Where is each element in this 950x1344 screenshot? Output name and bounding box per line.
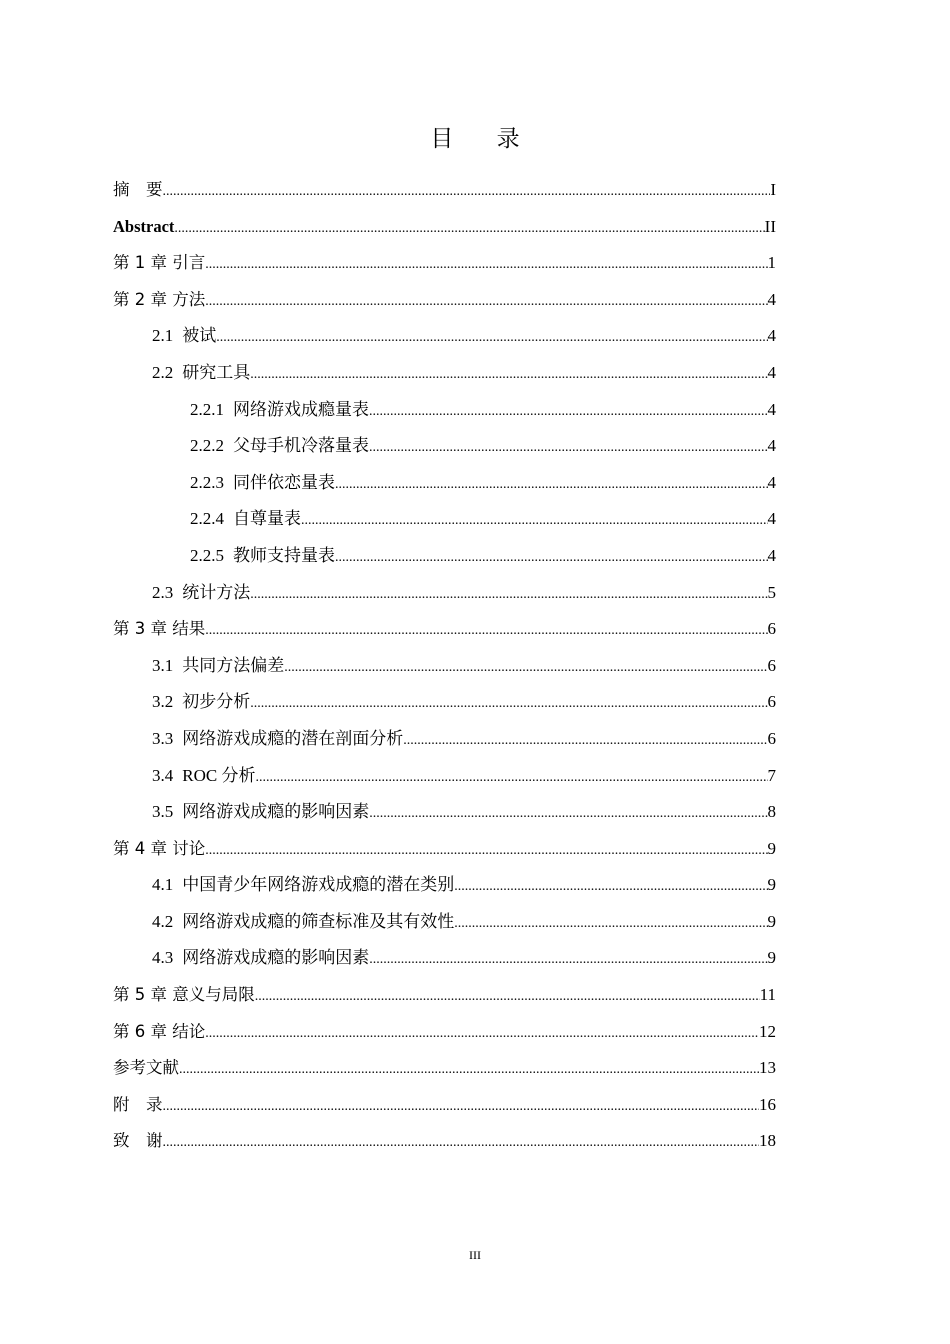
toc-entry-title: 摘 要	[113, 180, 163, 199]
toc-entry-section[interactable]	[113, 758, 776, 795]
toc-entry-number: 3.5	[152, 802, 174, 822]
toc-entry-number: 4.1	[152, 875, 174, 895]
toc-entry-appendix[interactable]	[113, 1087, 776, 1124]
toc-entry-number: 3.1	[152, 655, 174, 675]
toc-entry-title: 第 1 章 引言	[113, 253, 206, 273]
toc-entry-number: 3.4	[152, 765, 174, 785]
toc-entry-abstract-cn[interactable]	[113, 172, 776, 209]
toc-entry-title: 网络游戏成瘾的潜在剖面分析	[182, 728, 404, 748]
toc-entry-number: 2.2.3	[190, 472, 224, 492]
toc-entry-chapter-2[interactable]	[113, 282, 776, 319]
toc-entry-page: 4	[767, 545, 776, 565]
toc-entry-section[interactable]	[113, 867, 776, 904]
toc-entry-section[interactable]	[113, 355, 776, 392]
toc-entry-page: 9	[767, 838, 776, 858]
toc-entry-page: 4	[767, 399, 776, 419]
toc-entry-page: 8	[767, 802, 776, 822]
toc-entry-title: 共同方法偏差	[182, 655, 285, 675]
toc-entry-number: 3.3	[152, 728, 174, 748]
toc-entry-title: 中国青少年网络游戏成瘾的潜在类别	[182, 875, 455, 895]
toc-entry-subsection[interactable]	[113, 465, 776, 502]
toc-entry-title: 第 4 章 讨论	[113, 838, 206, 858]
toc-entry-title: 教师支持量表	[233, 545, 335, 565]
toc-entry-page: 6	[767, 655, 776, 675]
toc-entry-title: 自尊量表	[233, 509, 301, 529]
page-number-footer: III	[469, 1248, 481, 1262]
toc-entry-page: 16	[759, 1094, 776, 1114]
toc-leader	[301, 503, 768, 540]
toc-entry-page: 12	[759, 1021, 776, 1041]
toc-entry-page: 13	[759, 1058, 776, 1078]
table-of-contents	[113, 172, 776, 1160]
toc-leader	[163, 1089, 760, 1126]
toc-leader	[205, 833, 767, 870]
toc-entry-page: 4	[767, 509, 776, 529]
toc-entry-title: 网络游戏成瘾的影响因素	[182, 802, 370, 822]
toc-leader	[335, 467, 768, 504]
toc-leader	[250, 686, 767, 723]
toc-leader	[205, 1016, 759, 1053]
toc-leader	[369, 942, 767, 979]
toc-entry-page: 1	[767, 253, 776, 273]
toc-entry-title: 父母手机冷落量表	[233, 436, 369, 456]
toc-leader	[205, 247, 767, 284]
toc-leader	[205, 284, 767, 321]
toc-entry-subsection[interactable]	[113, 428, 776, 465]
toc-entry-number: 2.2.2	[190, 436, 224, 456]
toc-entry-title: 参考文献	[113, 1058, 179, 1078]
toc-entry-title: 统计方法	[182, 582, 251, 602]
toc-entry-number: 2.1	[152, 326, 174, 346]
toc-entry-references[interactable]	[113, 1050, 776, 1087]
toc-entry-section[interactable]	[113, 648, 776, 685]
toc-entry-title: 网络游戏成瘾量表	[233, 399, 369, 419]
toc-entry-title: 第 5 章 意义与局限	[113, 985, 255, 1005]
toc-entry-section[interactable]	[113, 794, 776, 831]
toc-entry-section[interactable]	[113, 684, 776, 721]
toc-entry-title: 研究工具	[182, 362, 251, 382]
toc-leader	[403, 723, 767, 760]
toc-entry-acknowledgements[interactable]	[113, 1123, 776, 1160]
toc-leader	[454, 906, 767, 943]
toc-leader	[369, 394, 768, 431]
toc-entry-title: 同伴依恋量表	[233, 472, 335, 492]
toc-entry-number: 2.2.5	[190, 545, 224, 565]
toc-entry-title: 网络游戏成瘾的影响因素	[182, 948, 370, 968]
toc-leader	[284, 650, 767, 687]
toc-entry-title: 被试	[182, 326, 217, 346]
toc-entry-chapter-4[interactable]	[113, 831, 776, 868]
toc-entry-page: 9	[767, 875, 776, 895]
toc-entry-number: 2.2.1	[190, 399, 224, 419]
toc-leader	[369, 796, 767, 833]
toc-entry-page: 18	[759, 1131, 776, 1151]
toc-entry-subsection[interactable]	[113, 392, 776, 429]
toc-entry-page: 4	[767, 362, 776, 382]
toc-entry-title: 网络游戏成瘾的筛查标准及其有效性	[182, 911, 455, 931]
toc-entry-page: 9	[767, 948, 776, 968]
toc-entry-chapter-1[interactable]	[113, 245, 776, 282]
toc-leader	[335, 540, 768, 577]
toc-entry-section[interactable]	[113, 721, 776, 758]
toc-entry-number: 4.3	[152, 948, 174, 968]
toc-entry-page: 6	[767, 692, 776, 712]
toc-entry-section[interactable]	[113, 575, 776, 612]
toc-leader	[205, 613, 767, 650]
toc-entry-page: 7	[767, 765, 776, 785]
toc-leader	[255, 979, 760, 1016]
toc-entry-number: 2.2.4	[190, 509, 224, 529]
toc-entry-number: 4.2	[152, 911, 174, 931]
toc-leader	[454, 869, 767, 906]
toc-entry-page: 4	[767, 472, 776, 492]
toc-entry-page: I	[770, 180, 776, 199]
toc-entry-title: 第 2 章 方法	[113, 289, 206, 309]
toc-leader	[163, 1125, 760, 1162]
toc-leader	[174, 211, 764, 248]
toc-entry-title: 第 3 章 结果	[113, 619, 206, 639]
toc-entry-title: ROC 分析	[182, 765, 256, 785]
toc-leader	[369, 430, 768, 467]
toc-entry-page: II	[764, 216, 776, 236]
toc-leader	[179, 1052, 759, 1089]
toc-entry-subsection[interactable]	[113, 501, 776, 538]
toc-entry-number: 2.2	[152, 362, 174, 382]
toc-entry-title: 初步分析	[182, 692, 251, 712]
toc-entry-section[interactable]	[113, 318, 776, 355]
toc-entry-number: 3.2	[152, 692, 174, 712]
toc-entry-title: 致 谢	[113, 1131, 163, 1151]
toc-entry-page: 11	[759, 985, 776, 1005]
toc-entry-abstract-en[interactable]	[113, 209, 776, 246]
toc-entry-page: 4	[767, 436, 776, 456]
toc-entry-chapter-5[interactable]	[113, 977, 776, 1014]
toc-leader	[216, 320, 767, 357]
toc-entry-section[interactable]	[113, 940, 776, 977]
toc-entry-page: 4	[767, 289, 776, 309]
toc-leader	[250, 357, 767, 394]
toc-entry-page: 6	[767, 728, 776, 748]
toc-entry-chapter-6[interactable]	[113, 1014, 776, 1051]
toc-leader	[255, 760, 767, 797]
toc-leader	[250, 577, 767, 614]
toc-entry-page: 5	[767, 582, 776, 602]
toc-entry-page: 6	[767, 619, 776, 639]
toc-entry-title: Abstract	[113, 216, 175, 236]
toc-entry-page: 4	[767, 326, 776, 346]
toc-entry-chapter-3[interactable]	[113, 611, 776, 648]
toc-entry-subsection[interactable]	[113, 538, 776, 575]
toc-entry-title: 附 录	[113, 1094, 163, 1114]
toc-entry-title: 第 6 章 结论	[113, 1021, 206, 1041]
toc-entry-number: 2.3	[152, 582, 174, 602]
toc-leader	[163, 174, 771, 211]
toc-entry-page: 9	[767, 911, 776, 931]
page-title: 目 录	[430, 126, 538, 152]
toc-entry-section[interactable]	[113, 904, 776, 941]
